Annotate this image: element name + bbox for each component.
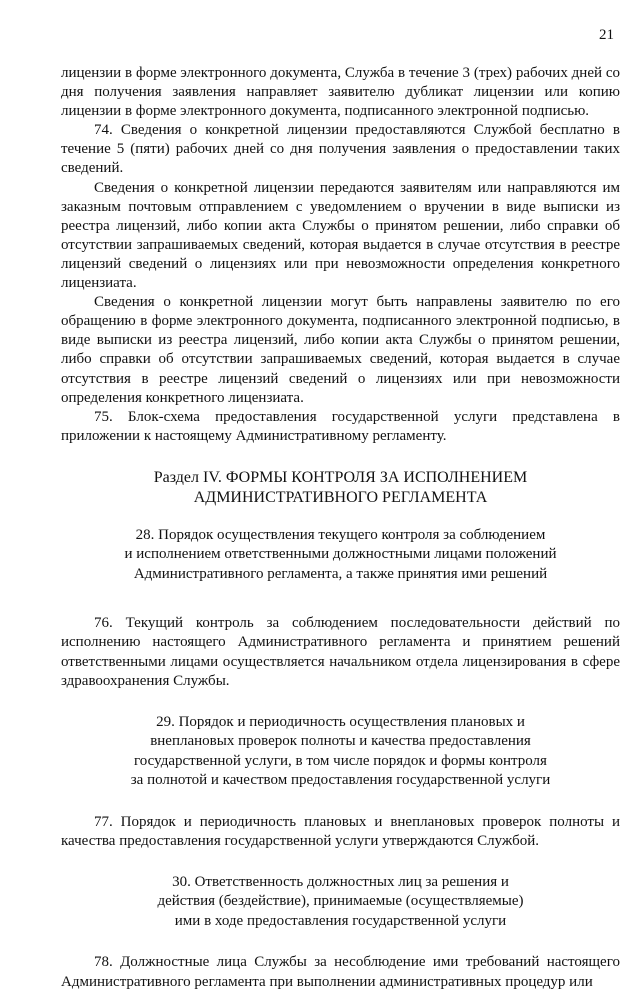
paragraph-continuation: лицензии в форме электронного документа, Служба в течение 3 (трех) рабочих дней со дня получения заявления направляет заявителю дубликат лицензии или копию лицензии в форме электронного документа, подписанного электронной подписью. xyxy=(61,65,620,120)
section-4-heading xyxy=(61,468,620,508)
paragraph-74-delivery: Сведения о конкретной лицензии передаются заявителям или направляются им заказным почтовым отправлением с уведомлением о вручении в виде выписки из реестра лицензий, либо копии акта Службы о принятом решении, либо справки об отсутствии запрашиваемых сведений, которая выдается в случае отсутствия в реестре лицензий сведений о лицензиях или при невозможности определения конкретного лицензиата. xyxy=(61,179,620,292)
subsection-30-line-1: 30. Ответственность должностных лиц за решения и xyxy=(172,873,509,890)
document-body xyxy=(61,64,620,992)
subsection-29-line-1: 29. Порядок и периодичность осуществления плановых и xyxy=(156,713,525,730)
subsection-29-heading xyxy=(61,713,620,791)
paragraph-74-electronic: Сведения о конкретной лицензии могут быть направлены заявителю по его обращению в форме электронного документа, подписанного электронной подписью, в виде выписки из реестра лицензий, либо копии акта Службы о принятом решении, либо справки об отсутствии запрашиваемых сведений, которая выдается в случае отсутствия в реестре лицензий сведений о лицензиях или при невозможности определения конкретного лицензиата. xyxy=(61,294,620,406)
subsection-28-line-2: и исполнением ответственными должностными лицами положений xyxy=(124,546,557,563)
paragraph-78: 78. Должностные лица Службы за несоблюдение ими требований настоящего Административного регламента при выполнении административных процедур или xyxy=(61,954,620,990)
subsection-28-heading xyxy=(61,526,620,585)
subsection-30-line-3: ими в ходе предоставления государственной услуги xyxy=(174,912,507,929)
paragraph-76: 76. Текущий контроль за соблюдением последовательности действий по исполнению настоящего Административного регламента и принятием решений ответственными лицами осуществляется начальником отдела лицензирования в сфере здравоохранения Службы. xyxy=(61,615,620,689)
section-4-heading-line-1: Раздел IV. ФОРМЫ КОНТРОЛЯ ЗА ИСПОЛНЕНИЕМ xyxy=(153,468,528,486)
page-number: 21 xyxy=(599,27,614,43)
subsection-29-line-3: государственной услуги, в том числе порядок и формы контроля xyxy=(134,752,547,769)
paragraph-77: 77. Порядок и периодичность плановых и внеплановых проверок полноты и качества предоставления государственной услуги утверждаются Службой. xyxy=(61,813,620,849)
paragraph-75: 75. Блок-схема предоставления государственной услуги представлена в приложении к настоящему Административному регламенту. xyxy=(61,408,620,444)
subsection-30-heading xyxy=(61,873,620,932)
section-4-heading-line-2: АДМИНИСТРАТИВНОГО РЕГЛАМЕНТА xyxy=(193,488,488,506)
subsection-30-line-2: действия (бездействие), принимаемые (осуществляемые) xyxy=(157,893,524,910)
subsection-28-line-1: 28. Порядок осуществления текущего контроля за соблюдением xyxy=(135,526,546,543)
subsection-29-line-2: внеплановых проверок полноты и качества предоставления xyxy=(150,733,531,750)
paragraph-74: 74. Сведения о конкретной лицензии предоставляются Службой бесплатно в течение 5 (пяти) рабочих дней со дня получения заявления о предоставлении таких сведений. xyxy=(61,122,620,177)
subsection-29-line-4: за полнотой и качеством предоставления государственной услуги xyxy=(130,772,551,789)
subsection-28-line-3: Административного регламента, а также принятия ими решений xyxy=(133,565,548,582)
